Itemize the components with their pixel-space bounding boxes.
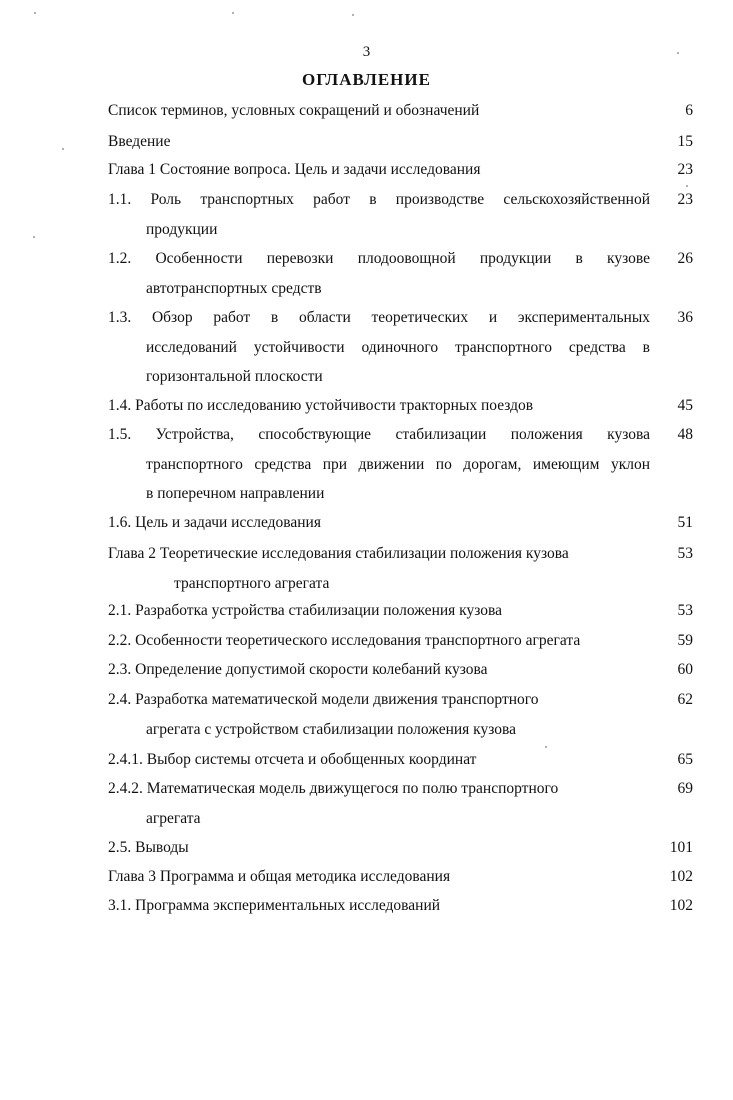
toc-page-number: 60 [677,661,693,678]
toc-entry [0,691,733,750]
toc-page-number: 23 [677,161,693,178]
toc-entry-title: 2.4.2. Математическая модель движущегося по полю транспортного [108,780,559,797]
toc-entry [0,897,733,927]
toc-page-number: 15 [677,133,693,150]
toc-page-number: 65 [677,751,693,768]
page-title: ОГЛАВЛЕНИЕ [302,70,431,89]
scan-speck [352,14,354,16]
toc-page-number: 36 [677,309,693,326]
toc-entry [0,102,733,132]
toc-entry [0,602,733,632]
toc-entry [0,191,733,250]
toc-entry-title-continued: агрегата с устройством стабилизации положения кузова [146,720,517,738]
toc-page-number: 26 [677,250,693,267]
toc-page-number: 53 [677,602,693,619]
toc-page-number: 45 [677,397,693,414]
toc-page-number: 69 [677,780,693,797]
toc-entry [0,514,733,544]
toc-page-number: 102 [669,897,693,914]
toc-entry [0,751,733,781]
toc-entry-title-continued: агрегата [146,809,201,827]
toc-page-number: 48 [677,426,693,443]
toc-entry [0,426,733,515]
toc-page-number: 6 [685,102,693,119]
toc-entry-title: 1.5. Устройства, способствующие стабилизации положения кузова [108,426,650,443]
toc-page-number: 59 [677,632,693,649]
scan-speck [232,12,234,14]
toc-entry-title: 1.2. Особенности перевозки плодоовощной продукции в кузове [108,250,650,267]
toc-page-number: 102 [669,868,693,885]
toc-entry-title-continued: транспортного средства при движении по дорогам, имеющим уклон [146,455,650,473]
toc-entry-title: Глава 1 Состояние вопроса. Цель и задачи исследования [108,161,481,178]
toc-entry-title: 2.3. Определение допустимой скорости колебаний кузова [108,661,488,678]
toc-entry [0,661,733,691]
toc-entry-title-continued: исследований устойчивости одиночного транспортного средства в [146,338,650,356]
toc-page-number: 101 [669,839,693,856]
toc-entry [0,545,733,604]
toc-entry [0,397,733,427]
toc-entry-title: 2.1. Разработка устройства стабилизации положения кузова [108,602,502,619]
toc-entry-title: 3.1. Программа экспериментальных исследований [108,897,441,914]
toc-entry [0,133,733,163]
toc-page-number: 51 [677,514,693,531]
toc-entry [0,161,733,191]
scan-speck [686,185,688,187]
toc-entry-title-continued: продукции [146,220,218,238]
toc-entry [0,839,733,869]
toc-entry-title: 2.4. Разработка математической модели движения транспортного [108,691,539,708]
toc-entry-title: 2.4.1. Выбор системы отсчета и обобщенных координат [108,751,477,768]
toc-entry [0,250,733,309]
toc-entry [0,309,733,398]
scan-speck [62,148,64,150]
toc-entry-title: Список терминов, условных сокращений и обозначений [108,102,480,119]
toc-page-number: 62 [677,691,693,708]
scan-speck [33,236,35,238]
toc-entry-title: 1.4. Работы по исследованию устойчивости тракторных поездов [108,397,534,414]
scan-speck [34,12,36,14]
toc-page-number: 23 [677,191,693,208]
scan-speck [545,746,547,748]
toc-page-number: 53 [677,545,693,562]
toc-entry [0,632,733,662]
toc-entry-title-continued: горизонтальной плоскости [146,368,323,385]
toc-entry [0,780,733,839]
toc-entry-title: 1.6. Цель и задачи исследования [108,514,321,531]
toc-entry [0,868,733,898]
toc-entry-title: 1.1. Роль транспортных работ в производстве сельскохозяйственной [108,191,650,208]
toc-entry-title: 2.2. Особенности теоретического исследования транспортного агрегата [108,632,581,649]
toc-entry-title: Введение [108,133,171,150]
toc-entry-title-continued: транспортного агрегата [174,574,330,592]
toc-entry-title-continued: в поперечном направлении [146,485,325,502]
toc-entry-title: 2.5. Выводы [108,839,189,856]
toc-entry-title: Глава 2 Теоретические исследования стабилизации положения кузова [108,545,569,562]
scan-speck [677,52,679,54]
toc-entry-title: 1.3. Обзор работ в области теоретических и экспериментальных [108,309,650,326]
toc-entry-title: Глава 3 Программа и общая методика исследования [108,868,451,885]
toc-entry-title-continued: автотранспортных средств [146,279,322,297]
page-number: 3 [362,44,371,60]
